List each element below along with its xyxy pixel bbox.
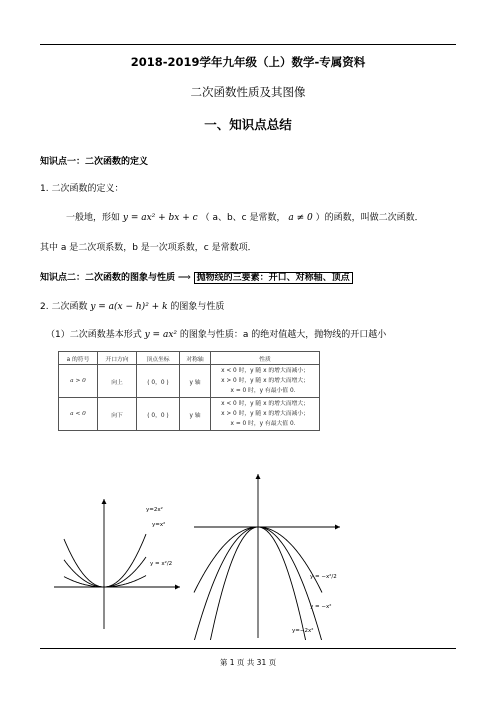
document-subtitle: 二次函数性质及其图像 [190,85,306,99]
item-2-prefix: 2. 二次函数 [40,302,88,312]
page-number: 第 1 页 共 31 页 [219,658,277,667]
header-rule [40,44,456,45]
table-header-cell: 开口方向 [98,352,137,365]
curve-label: y = −x²/2 [310,574,337,580]
properties-table [58,351,320,431]
table-header-cell: 对称轴 [180,352,211,365]
implies-arrow-icon: ⟹ [177,273,191,283]
table-header-cell: 性质 [211,352,320,365]
downward-parabolas-graph [192,470,342,640]
table-cell-axis: y 轴 [180,365,211,398]
curve-label: y = x²/2 [150,561,173,567]
item-2-suffix: 的图象与性质 [170,302,225,312]
definition-prefix: 一般地，形如 [66,213,121,223]
property-line: x = 0 时，y 有最小值 0． [230,388,300,394]
sub-item-1-prefix: （1）二次函数基本形式 [46,330,142,340]
table-cell-props [211,398,320,431]
table-cell-sign: a > 0 [59,365,98,398]
vertex-form-formula: y = a(x − h)² + k [90,302,168,312]
table-cell-open: 向下 [98,398,137,431]
parabola-curve [64,576,146,588]
section-heading: 一、知识点总结 [204,117,292,132]
property-line: x = 0 时，y 有最大值 0． [230,421,300,427]
definition-paren: （ a、b、c 是常数， [200,213,286,223]
property-line: x > 0 时，y 随 x 的增大而增大； [221,378,309,384]
y-axis-arrow-icon [256,474,261,479]
document-title: 2018-2019学年九年级（上）数学-专属资料 [130,55,366,69]
sub-item-1-suffix: 的图象与性质：a 的绝对值越大，抛物线的开口越小 [179,330,387,340]
y-axis-arrow-icon [102,499,107,504]
definition-condition: a ≠ 0 [288,213,313,223]
table-cell-sign: a < 0 [59,398,98,431]
x-axis-arrow-icon [175,585,180,590]
table-row [59,398,320,431]
curve-label: y=−2x² [292,628,314,634]
table-header-row [59,352,320,365]
definition-sentence [66,210,424,223]
definition-formula: y = ax² + bx + c [122,213,198,223]
footer-rule [40,648,456,649]
table-cell-props [211,365,320,398]
sub-item-1-line [46,327,386,340]
curve-label: y=2x² [146,507,163,513]
x-axis-arrow-icon [335,525,340,530]
parabola-curve [64,534,146,587]
property-line: x < 0 时，y 随 x 的增大而减小； [221,368,309,374]
property-line: x < 0 时，y 随 x 的增大而增大； [221,401,309,407]
table-header-cell: a 的符号 [59,352,98,365]
table-cell-vertex: ( 0，0 ) [137,398,180,431]
coefficient-explanation: 其中 a 是二次项系数，b 是一次项系数，c 是常数项． [40,243,257,253]
curve-label: y = −x² [310,604,332,610]
definition-item-label: 1. 二次函数的定义： [40,184,124,194]
basic-form-formula: y = ax² [144,330,178,340]
definition-suffix: ）的函数，叫做二次函数． [315,213,424,223]
knowledge-point-2-line [40,270,353,283]
table-row [59,365,320,398]
table-cell-axis: y 轴 [180,398,211,431]
knowledge-point-1-heading: 知识点一：二次函数的定义 [40,157,149,167]
property-line: x > 0 时，y 随 x 的增大而减小； [221,411,309,417]
knowledge-point-2-heading: 知识点二：二次函数的图象与性质 [40,273,176,283]
item-2-line [40,299,224,312]
upward-parabolas-graph [52,495,182,630]
three-elements-box: 抛物线的三要素：开口、对称轴、顶点 [194,272,353,284]
table-cell-vertex: ( 0，0 ) [137,365,180,398]
curve-label: y=x² [152,522,166,528]
table-cell-open: 向上 [98,365,137,398]
table-header-cell: 顶点坐标 [137,352,180,365]
